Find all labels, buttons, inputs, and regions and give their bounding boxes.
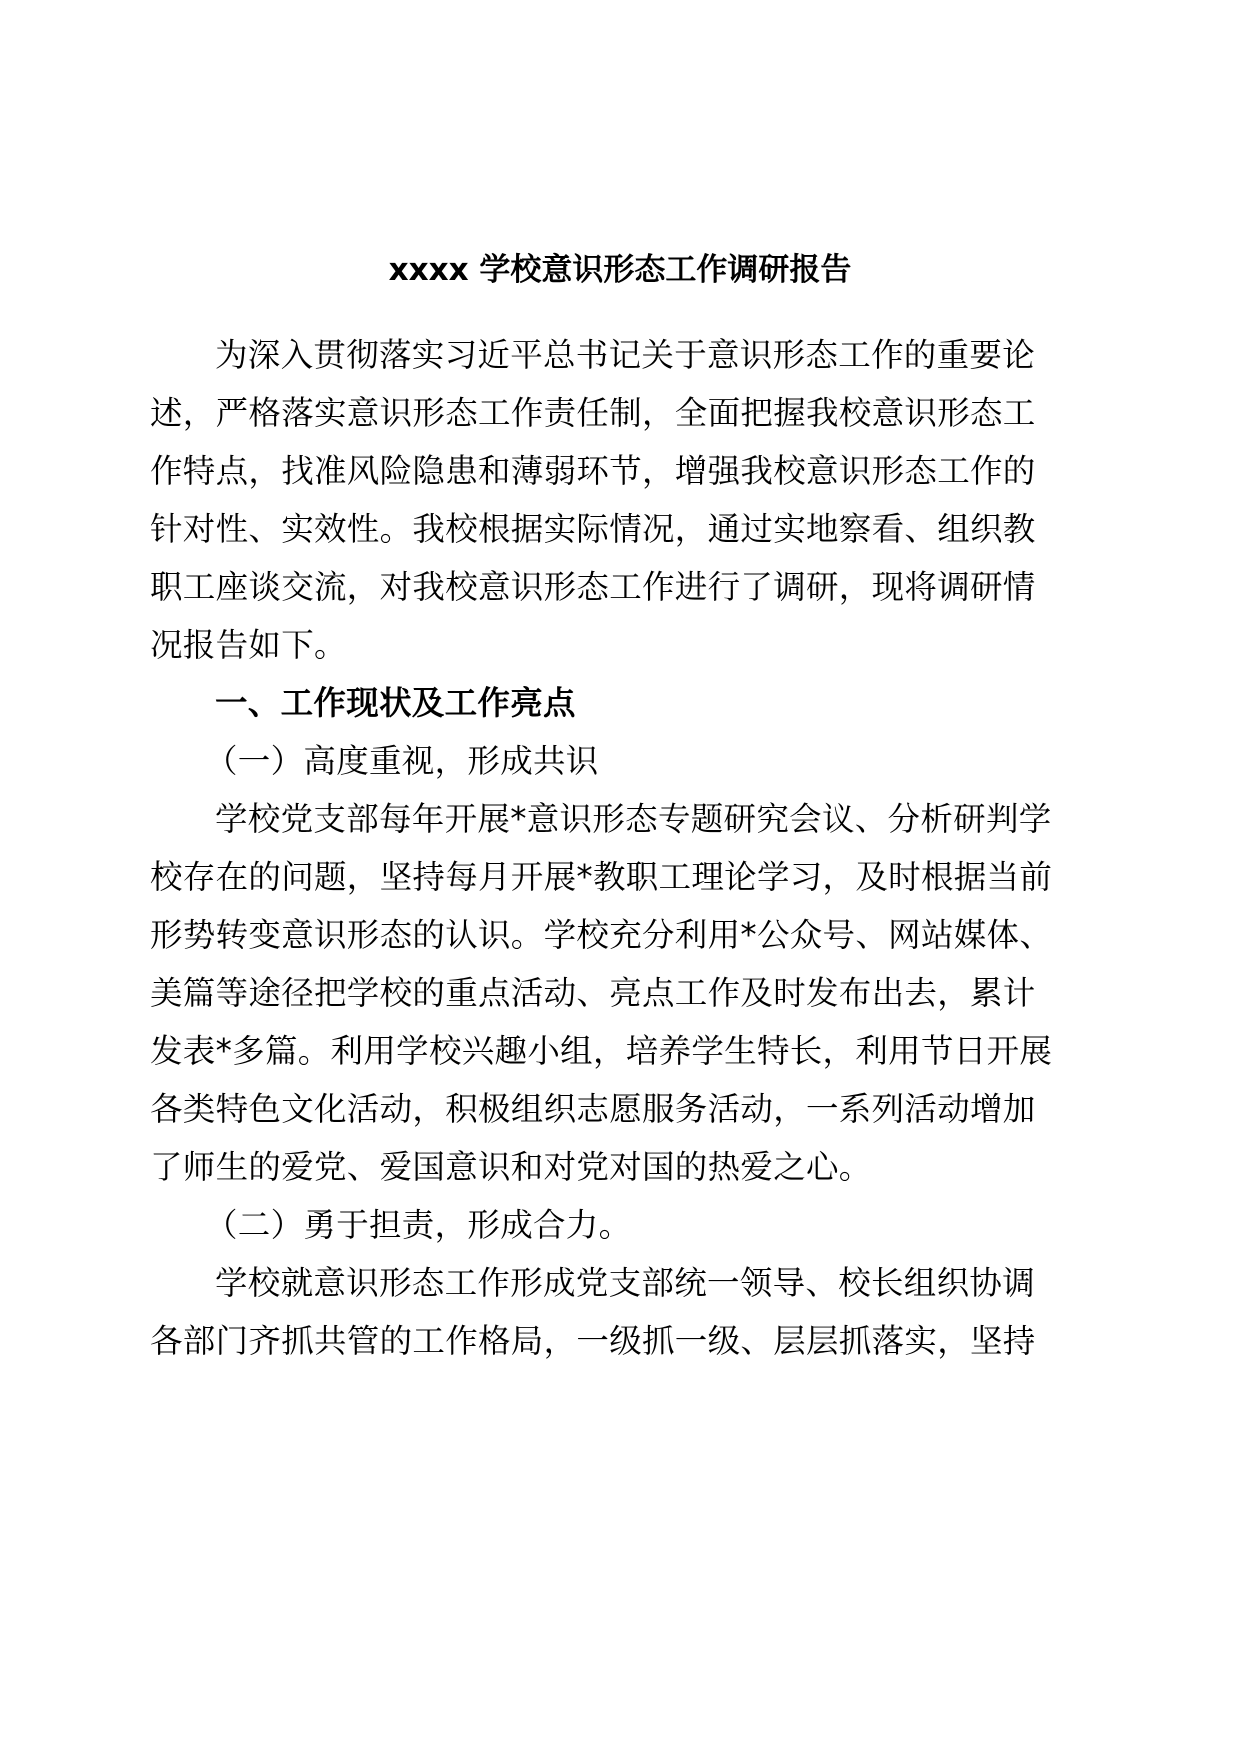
text-line: 各部门齐抓共管的工作格局，一级抓一级、层层抓落实，坚持 [150,1322,1036,1360]
subsection-heading: （二）勇于担责，形成合力。 [205,1206,632,1244]
text-line: 作特点，找准风险隐患和薄弱环节，增强我校意识形态工作的 [150,452,1036,490]
section-heading: 一、工作现状及工作亮点 [215,684,576,722]
document-title: xxxx 学校意识形态工作调研报告 [388,252,852,288]
text-line: 美篇等途径把学校的重点活动、亮点工作及时发布出去，累计 [150,974,1036,1012]
text-line: 发表*多篇。利用学校兴趣小组，培养学生特长，利用节日开展 [150,1032,1053,1070]
text-line: 校存在的问题，坚持每月开展*教职工理论学习，及时根据当前 [150,858,1053,896]
text-line: 了师生的爱党、爱国意识和对党对国的热爱之心。 [150,1148,872,1186]
paragraph [150,1254,1036,1370]
text-line: 学校就意识形态工作形成党支部统一领导、校长组织协调 [215,1264,1036,1302]
subsection-heading: （一）高度重视，形成共识 [205,742,599,780]
intro-paragraph [150,326,1036,674]
text-line: 况报告如下。 [150,626,347,664]
text-line: 形势转变意识形态的认识。学校充分利用*公众号、网站媒体、 [150,916,1053,954]
text-line: 各类特色文化活动，积极组织志愿服务活动，一系列活动增加 [150,1090,1036,1128]
text-line: 为深入贯彻落实习近平总书记关于意识形态工作的重要论 [215,336,1036,374]
text-line: 针对性、实效性。我校根据实际情况，通过实地察看、组织教 [150,510,1036,548]
document-body [150,326,1053,1370]
text-line: 学校党支部每年开展*意识形态专题研究会议、分析研判学 [215,800,1052,838]
paragraph [150,790,1053,1196]
text-line: 职工座谈交流，对我校意识形态工作进行了调研，现将调研情 [150,568,1036,606]
text-line: 述，严格落实意识形态工作责任制，全面把握我校意识形态工 [150,394,1036,432]
